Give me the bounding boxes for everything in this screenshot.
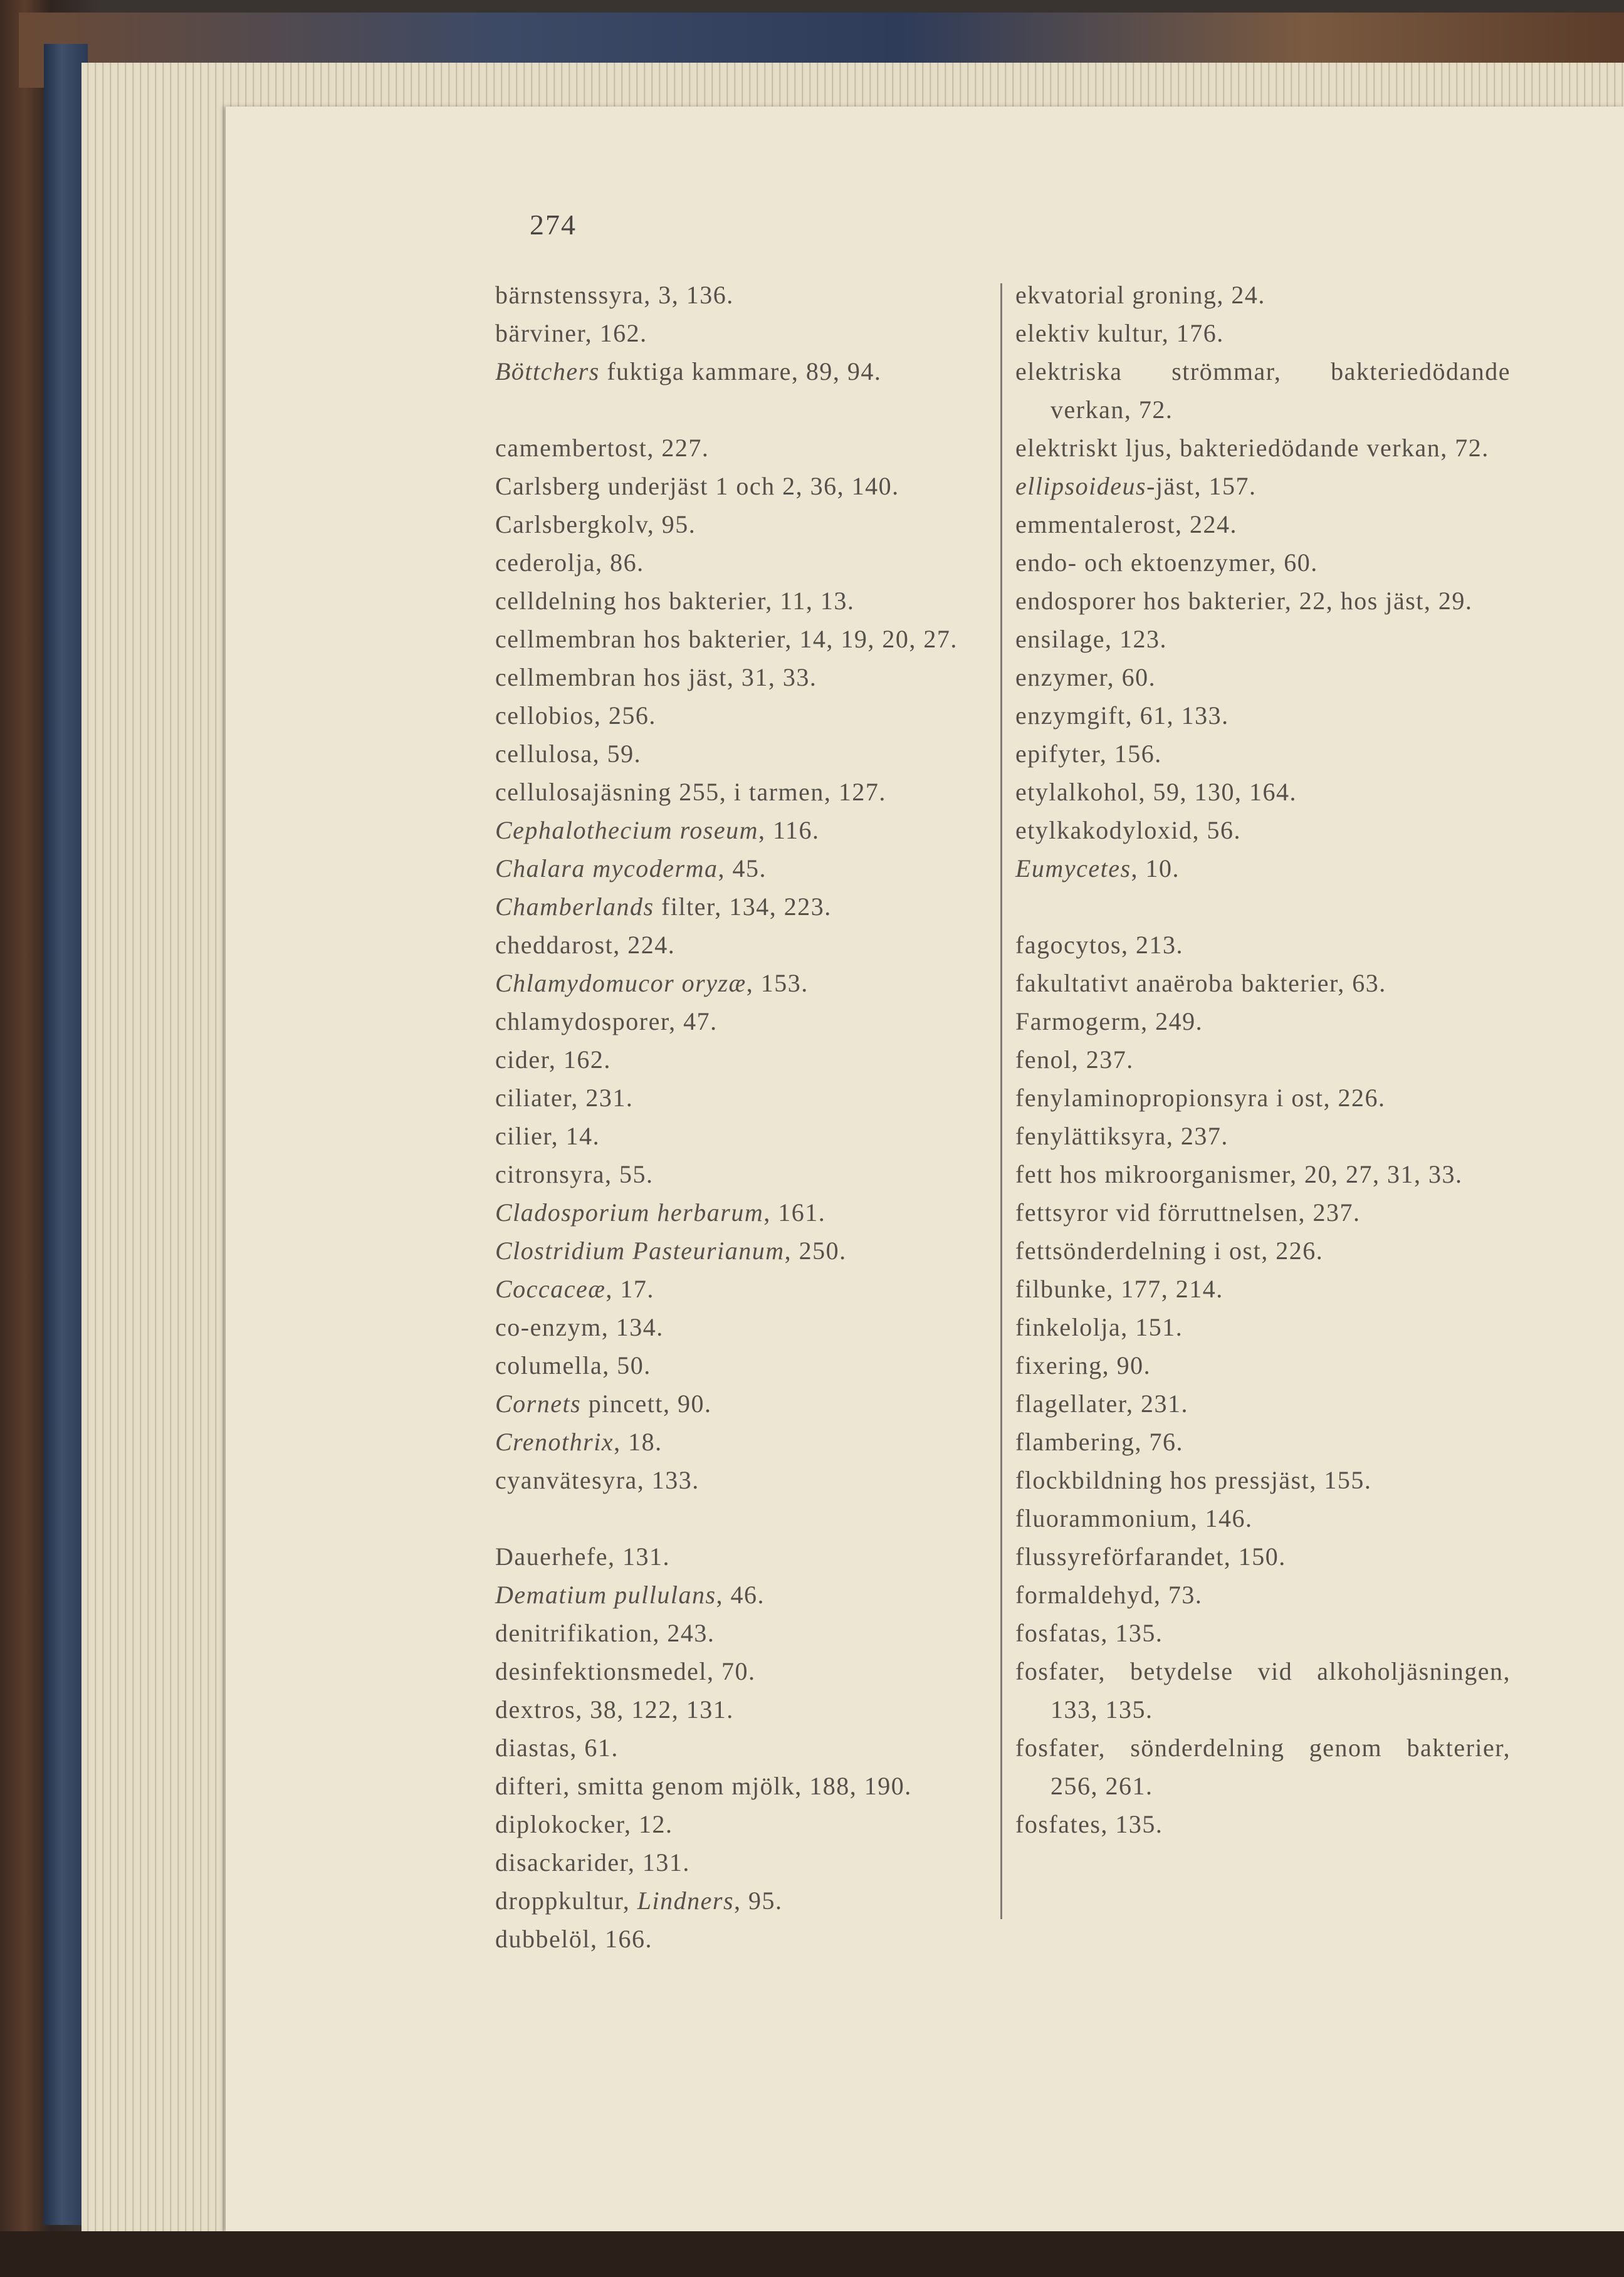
index-entry: Chlamydomucor oryzæ, 153. <box>495 969 809 997</box>
index-entry: flussyreförfarandet, 150. <box>1015 1542 1286 1571</box>
column-divider <box>1000 283 1002 1919</box>
index-entry: citronsyra, 55. <box>495 1160 654 1188</box>
index-entry: cellulosa, 59. <box>495 740 642 768</box>
index-entry: cellmembran hos jäst, 31, 33. <box>495 663 817 691</box>
book-bottom-edge <box>0 2231 1624 2277</box>
index-entry: elektriska strömmar, bakteriedödande verkan, 72. <box>1015 357 1511 424</box>
index-entry: ensilage, 123. <box>1015 625 1168 653</box>
index-entry: droppkultur, Lindners, 95. <box>495 1887 783 1915</box>
index-entry: fettsyror vid förruttnelsen, 237. <box>1015 1198 1361 1227</box>
index-entry: fosfater, betydelse vid alkoholjäsningen, 133, 135. <box>1015 1657 1511 1724</box>
index-entry: fixering, 90. <box>1015 1351 1151 1379</box>
index-entry: co-enzym, 134. <box>495 1313 664 1341</box>
index-entry: fluorammonium, 146. <box>1015 1504 1253 1532</box>
index-entry-italic-term: Cephalothecium roseum <box>495 816 758 844</box>
index-entry: Eumycetes, 10. <box>1015 854 1180 882</box>
index-entry: cheddarost, 224. <box>495 931 676 959</box>
index-entry: chlamydosporer, 47. <box>495 1007 718 1035</box>
index-entry-italic-term: Chalara mycoderma <box>495 854 718 882</box>
index-entry: desinfektionsmedel, 70. <box>495 1657 756 1685</box>
index-entry: flambering, 76. <box>1015 1428 1183 1456</box>
index-entry: flagellater, 231. <box>1015 1390 1189 1418</box>
index-entry: Carlsberg underjäst 1 och 2, 36, 140. <box>495 472 899 500</box>
index-entry: cider, 162. <box>495 1045 611 1074</box>
index-entry: flockbildning hos pressjäst, 155. <box>1015 1466 1372 1494</box>
index-entry: Böttchers fuktiga kammare, 89, 94. <box>495 357 882 385</box>
index-entry-italic-term: ellipsoideus <box>1015 472 1147 500</box>
index-entry: ciliater, 231. <box>495 1084 634 1112</box>
index-entry: cyanvätesyra, 133. <box>495 1466 699 1494</box>
index-entry: Chamberlands filter, 134, 223. <box>495 892 832 921</box>
index-entry: cellmembran hos bakterier, 14, 19, 20, 27. <box>495 625 958 653</box>
index-entry: fosfater, sönderdelning genom bakterier, 256, 261. <box>1015 1734 1511 1800</box>
index-entry: finkelolja, 151. <box>1015 1313 1183 1341</box>
index-entry-italic-term: Chlamydomucor oryzæ <box>495 969 747 997</box>
index-entry: cellulosajäsning 255, i tarmen, 127. <box>495 778 886 806</box>
index-entry: enzymgift, 61, 133. <box>1015 701 1229 730</box>
index-entry: fettsönderdelning i ost, 226. <box>1015 1237 1324 1265</box>
index-entry: fenylättiksyra, 237. <box>1015 1122 1228 1150</box>
index-entry: diastas, 61. <box>495 1734 619 1762</box>
index-entry: difteri, smitta genom mjölk, 188, 190. <box>495 1772 912 1800</box>
page-number: 274 <box>530 209 577 241</box>
index-entry-italic-term: Cornets <box>495 1390 582 1418</box>
index-entry: fett hos mikroorganismer, 20, 27, 31, 33. <box>1015 1160 1463 1188</box>
index-entry: endosporer hos bakterier, 22, hos jäst, 29. <box>1015 587 1473 615</box>
index-entry-italic-term: Lindners <box>637 1887 735 1915</box>
index-entry: celldelning hos bakterier, 11, 13. <box>495 587 855 615</box>
index-entry: Clostridium Pasteurianum, 250. <box>495 1237 847 1265</box>
index-entry: fagocytos, 213. <box>1015 931 1184 959</box>
index-entry: epifyter, 156. <box>1015 740 1162 768</box>
index-entry: filbunke, 177, 214. <box>1015 1275 1223 1303</box>
index-entry-italic-term: Coccaceæ <box>495 1275 606 1303</box>
index-letter-group <box>1015 276 1511 887</box>
index-entry-italic-term: Böttchers <box>495 357 600 385</box>
index-entry: Dematium pullulans, 46. <box>495 1581 765 1609</box>
index-entry: bärnstenssyra, 3, 136. <box>495 281 734 309</box>
index-entry: Farmogerm, 249. <box>1015 1007 1203 1035</box>
index-entry: cilier, 14. <box>495 1122 600 1150</box>
index-entry: ekvatorial groning, 24. <box>1015 281 1265 309</box>
index-entry: ellipsoideus-jäst, 157. <box>1015 472 1257 500</box>
index-entry: Carlsbergkolv, 95. <box>495 510 696 538</box>
index-entry: Chalara mycoderma, 45. <box>495 854 767 882</box>
index-entry: emmentalerost, 224. <box>1015 510 1237 538</box>
index-entry: Cornets pincett, 90. <box>495 1390 712 1418</box>
index-entry: etylalkohol, 59, 130, 164. <box>1015 778 1297 806</box>
index-column-left <box>495 276 997 1996</box>
index-entry: enzymer, 60. <box>1015 663 1156 691</box>
index-entry: camembertost, 227. <box>495 434 710 462</box>
index-entry: endo- och ektoenzymer, 60. <box>1015 548 1318 577</box>
index-entry: Dauerhefe, 131. <box>495 1542 671 1571</box>
index-entry: Crenothrix, 18. <box>495 1428 663 1456</box>
index-entry: disackarider, 131. <box>495 1848 690 1877</box>
index-entry: Cladosporium herbarum, 161. <box>495 1198 826 1227</box>
index-entry: bärviner, 162. <box>495 319 647 347</box>
index-entry-italic-term: Clostridium Pasteurianum <box>495 1237 785 1265</box>
index-entry: denitrifikation, 243. <box>495 1619 715 1647</box>
index-entry: cellobios, 256. <box>495 701 656 730</box>
index-entry: fakultativt anaëroba bakterier, 63. <box>1015 969 1386 997</box>
index-letter-group <box>495 429 997 1499</box>
index-entry-italic-term: Cladosporium herbarum <box>495 1198 764 1227</box>
index-entry-italic-term: Dematium pullulans <box>495 1581 716 1609</box>
index-letter-group <box>495 276 997 390</box>
index-entry: cederolja, 86. <box>495 548 644 577</box>
index-entry: fosfates, 135. <box>1015 1810 1163 1838</box>
index-entry: columella, 50. <box>495 1351 651 1379</box>
index-letter-group <box>1015 926 1511 1843</box>
index-entry: etylkakodyloxid, 56. <box>1015 816 1241 844</box>
index-entry: Cephalothecium roseum, 116. <box>495 816 820 844</box>
index-entry: dextros, 38, 122, 131. <box>495 1695 734 1724</box>
index-entry-italic-term: Chamberlands <box>495 892 654 921</box>
index-entry: fenol, 237. <box>1015 1045 1134 1074</box>
index-entry: Coccaceæ, 17. <box>495 1275 654 1303</box>
index-entry: elektriskt ljus, bakteriedödande verkan, 72. <box>1015 434 1489 462</box>
index-entry: fosfatas, 135. <box>1015 1619 1163 1647</box>
index-entry: diplokocker, 12. <box>495 1810 673 1838</box>
index-entry: dubbelöl, 166. <box>495 1925 652 1953</box>
index-letter-group <box>495 1537 997 1958</box>
index-column-right <box>1015 276 1511 1882</box>
index-entry-italic-term: Eumycetes <box>1015 854 1131 882</box>
index-entry-italic-term: Crenothrix <box>495 1428 614 1456</box>
index-entry: fenylaminopropionsyra i ost, 226. <box>1015 1084 1386 1112</box>
index-entry: elektiv kultur, 176. <box>1015 319 1224 347</box>
index-entry: formaldehyd, 73. <box>1015 1581 1203 1609</box>
